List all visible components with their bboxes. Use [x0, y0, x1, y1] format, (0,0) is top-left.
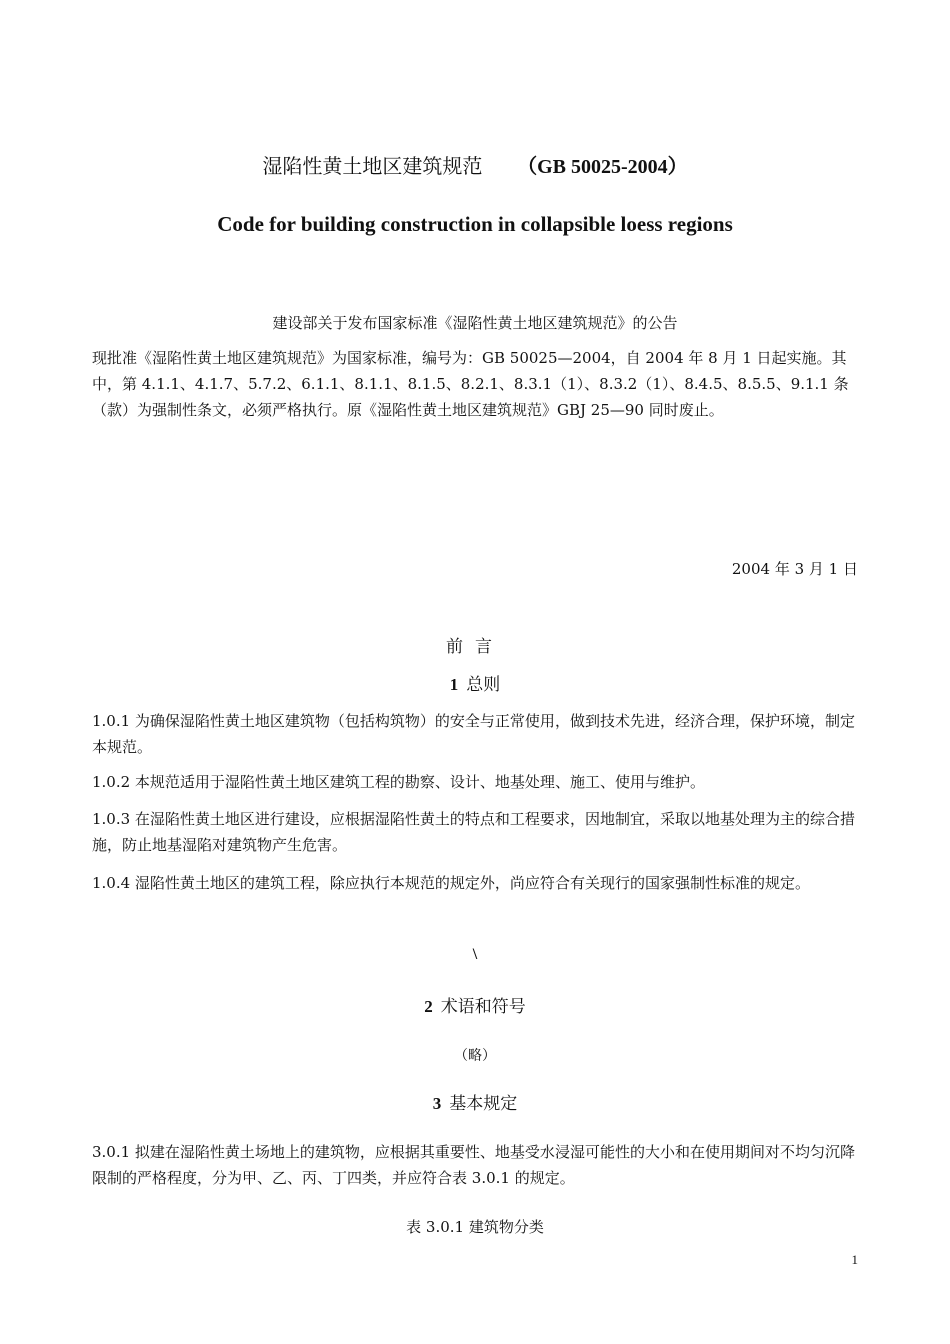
clause-1-0-1: 1.0.1 为确保湿陷性黄土地区建筑物（包括构筑物）的安全与正常使用，做到技术先进，经济合理，保护环境，制定本规范。 [92, 712, 855, 756]
section-2-title: 术语和符号 [440, 997, 526, 1017]
section-3-number: 3 [432, 1094, 442, 1113]
section-1-number: 1 [449, 675, 459, 694]
english-title: Code for building construction in collapsible loess regions [217, 212, 733, 236]
section-2-number: 2 [424, 997, 433, 1016]
section-2-omitted-note: （略） [454, 1048, 496, 1064]
section-3-heading [0, 1089, 950, 1114]
clause-1-0-4: 1.0.4 湿陷性黄土地区的建筑工程，除应执行本规范的规定外，尚应符合有关现行的国家强制性标准的规定。 [92, 874, 810, 892]
section-3-title: 基本规定 [449, 1094, 518, 1114]
preface-heading: 前言 [446, 637, 504, 657]
notice-title: 建设部关于发布国家标准《湿陷性黄土地区建筑规范》的公告 [272, 314, 678, 332]
section-1-heading [0, 670, 950, 695]
section-1-title: 总则 [466, 675, 501, 695]
clause-1-0-2: 1.0.2 本规范适用于湿陷性黄土地区建筑工程的勘察、设计、地基处理、施工、使用与维护。 [92, 773, 705, 791]
title-chinese: 湿陷性黄土地区建筑规范 [262, 154, 483, 178]
notice-date: 2004 年 3 月 1 日 [731, 560, 858, 578]
document-title [0, 150, 950, 179]
stray-backslash-mark: \ [472, 946, 478, 963]
clause-1-0-3: 1.0.3 在湿陷性黄土地区进行建设，应根据湿陷性黄土的特点和工程要求，因地制宜，采取以地基处理为主的综合措施，防止地基湿陷对建筑物产生危害。 [92, 810, 855, 854]
section-2-heading [0, 992, 950, 1017]
title-code: （GB 50025-2004） [517, 156, 688, 178]
page-number: 1 [851, 1252, 858, 1267]
table-caption: 表 3.0.1 建筑物分类 [406, 1218, 544, 1236]
notice-body: 现批准《湿陷性黄土地区建筑规范》为国家标准，编号为：GB 50025—2004，自 2004 年 8 月 1 日起实施。其中，第 4.1.1、4.1.7、5.7.2、6.1.1、8.1.1、8.1.5、8.2.1、8.3.1（1）、8.3.2（1）、8.4.5、8.5.5、9.1.1 条（款）为强制性条文，必须严格执行。原《湿陷性黄土地区建筑规范》GBJ 25—90 同时废止。 [92, 349, 849, 419]
clause-3-0-1: 3.0.1 拟建在湿陷性黄土场地上的建筑物，应根据其重要性、地基受水浸湿可能性的大小和在使用期间对不均匀沉降限制的严格程度，分为甲、乙、丙、丁四类，并应符合表 3.0.1 的规定。 [92, 1143, 855, 1187]
